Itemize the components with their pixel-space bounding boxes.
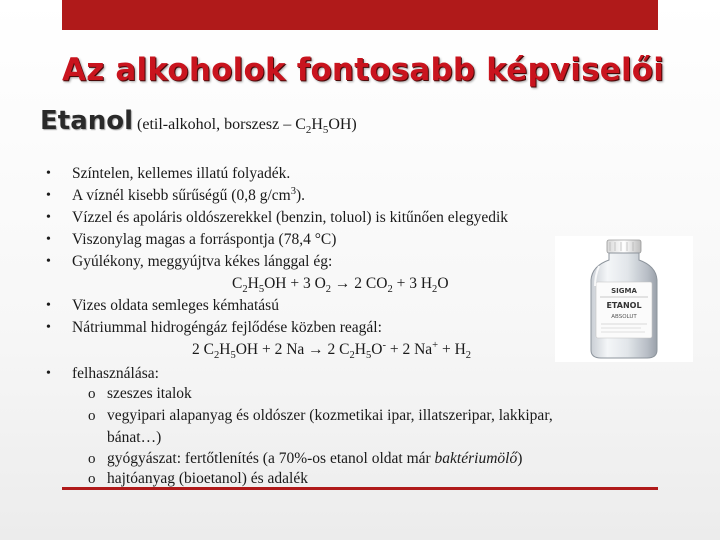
bullet-marker: • (46, 320, 51, 335)
use-item-medical: gyógyászat: fertőtlenítés (a 70%-os etanol oldat már baktériumölő) (107, 450, 523, 467)
bullet-item-uses: felhasználása: (72, 365, 159, 382)
ethanol-bottle-image (555, 236, 693, 362)
sub-bullet-marker: o (88, 451, 96, 467)
bullet-item-miscibility: Vízzel és apoláris oldószerekkel (benzin, toluol) is kitűnően elegyedik (72, 209, 509, 226)
bullet-marker: • (46, 188, 51, 203)
bottle-name: ETANOL (606, 301, 642, 310)
page-title: Az alkoholok fontosabb képviselői (62, 52, 665, 88)
sodium-equation: 2 $C_2H_5OH + 2$ Na → 2 $C_2H_5O^- + 2$ $Na^+ + H_2$ (192, 339, 472, 362)
bottom-accent-line (62, 487, 658, 490)
sub-bullet-marker: o (88, 471, 96, 487)
bottle-detail: ABSOLUT (611, 314, 637, 320)
bullet-item-colorless: Színtelen, kellemes illatú folyadék. (72, 165, 291, 182)
use-item-fuel: hajtóanyag (bioetanol) és adalék (107, 470, 308, 487)
bullet-item-flammable: Gyúlékony, meggyújtva kékes lánggal ég: (72, 253, 333, 270)
combustion-equation: $C_2H_5OH + 3$ $O_2 \to 2$ $CO_2 + 3$ $H_2O$ (232, 275, 449, 296)
bullet-marker: • (46, 298, 51, 313)
use-item-industry-cont: bánat…) (107, 429, 162, 446)
bullet-item-boiling-point: Viszonylag magas a forráspontja (78,4 °C) (72, 231, 337, 248)
bullet-marker: • (46, 366, 51, 381)
use-item-industry: vegyipari alapanyag és oldószer (kozmetikai ipar, illatszeripar, lakkipar, (107, 407, 553, 424)
top-accent-bar (62, 0, 658, 30)
bullet-marker: • (46, 166, 51, 181)
use-item-drinks: szeszes italok (107, 385, 192, 402)
bullet-marker: • (46, 232, 51, 247)
sub-bullet-marker: o (88, 408, 96, 424)
subtitle (40, 106, 357, 136)
bullet-item-density: A víznél kisebb sűrűségű (0,8 $g/cm^3$). (72, 185, 306, 204)
bullet-marker: • (46, 210, 51, 225)
bullet-item-neutral: Vizes oldata semleges kémhatású (72, 297, 279, 314)
bullet-item-sodium: Nátriummal hidrogéngáz fejlődése közben reagál: (72, 319, 382, 336)
subtitle-formula: (etil-alkohol, borszesz – $C_2H_5OH$) (137, 116, 357, 137)
bottle-brand: SIGMA (611, 287, 637, 295)
sub-bullet-marker: o (88, 386, 96, 402)
subtitle-name: Etanol (40, 106, 134, 136)
bullet-marker: • (46, 254, 51, 269)
